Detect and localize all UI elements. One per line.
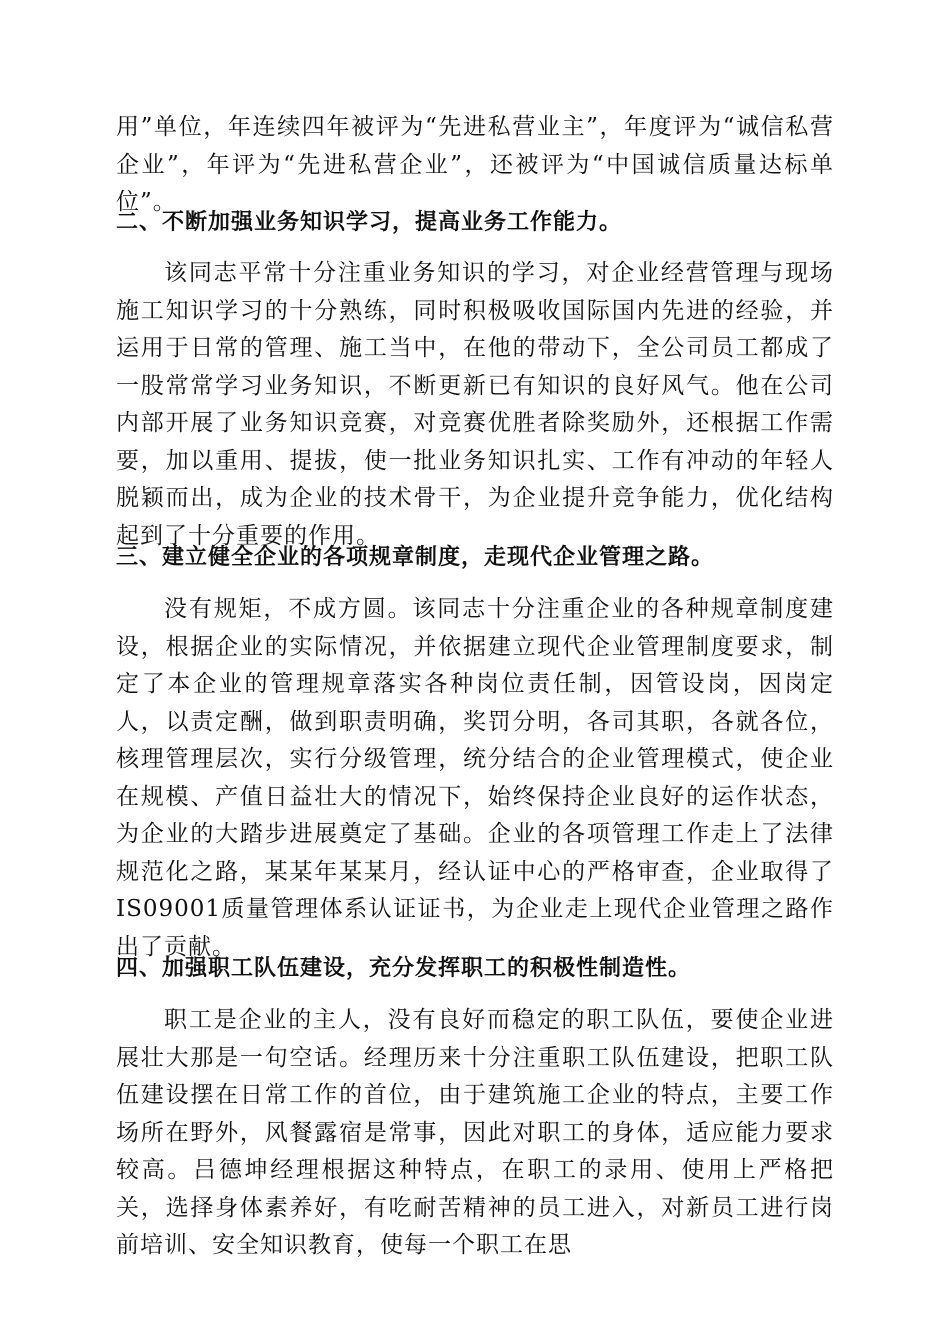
section-2-heading: 二、不断加强业务知识学习，提高业务工作能力。 xyxy=(116,210,623,235)
section-2-paragraph: 该同志平常十分注重业务知识的学习，对企业经营管理与现场施工知识学习的十分熟练，同时积极吸收国际国内先进的经验，并运用于日常的管理、施工当中，在他的带动下，全公司员工都成了一股常常学习业务知识，不断更新已有知识的良好风气。他在公司内部开展了业务知识竞赛，对竞赛优胜者除奖励外，还根据工作需要，加以重用、提拔，使一批业务知识扎实、工作有冲动的年轻人脱颖而出，成为企业的技术骨干，为企业提升竞争能力，优化结构起到了十分重要的作用。 xyxy=(116,260,834,549)
section-3-paragraph: 没有规矩，不成方圆。该同志十分注重企业的各种规章制度建设，根据企业的实际情况，并依据建立现代企业管理制度要求，制定了本企业的管理规章落实各种岗位责任制，因管设岗，因岗定人，以责定酬，做到职责明确，奖罚分明，各司其职，各就各位，核理管理层次，实行分级管理，统分结合的企业管理模式，使企业在规模、产值日益壮大的情况下，始终保持企业良好的运作状态，为企业的大踏步进展奠定了基础。企业的各项管理工作走上了法律规范化之路，某某年某某月，经认证中心的严格审查，企业取得了IS09001质量管理体系认证证书，为企业走上现代企业管理之路作出了贡献。 xyxy=(116,596,834,960)
section-3-heading: 三、建立健全企业的各项规章制度，走现代企业管理之路。 xyxy=(116,545,715,570)
intro-continuation-paragraph: 用”单位，年连续四年被评为“先进私营业主”，年度评为“诚信私营企业”，年评为“先进私营企业”，还被评为“中国诚信质量达标单位”。 xyxy=(116,114,834,215)
section-4-paragraph: 职工是企业的主人，没有良好而稳定的职工队伍，要使企业进展壮大那是一句空话。经理历来十分注重职工队伍建设，把职工队伍建设摆在日常工作的首位，由于建筑施工企业的特点，主要工作场所在野外，风餐露宿是常事，因此对职工的身体，适应能力要求较高。吕德坤经理根据这种特点，在职工的录用、使用上严格把关，选择身体素养好，有吃耐苦精神的员工进入，对新员工进行岗前培训、安全知识教育，使每一个职工在思 xyxy=(116,1007,834,1258)
section-4-heading: 四、加强职工队伍建设，充分发挥职工的积极性制造性。 xyxy=(116,956,692,981)
